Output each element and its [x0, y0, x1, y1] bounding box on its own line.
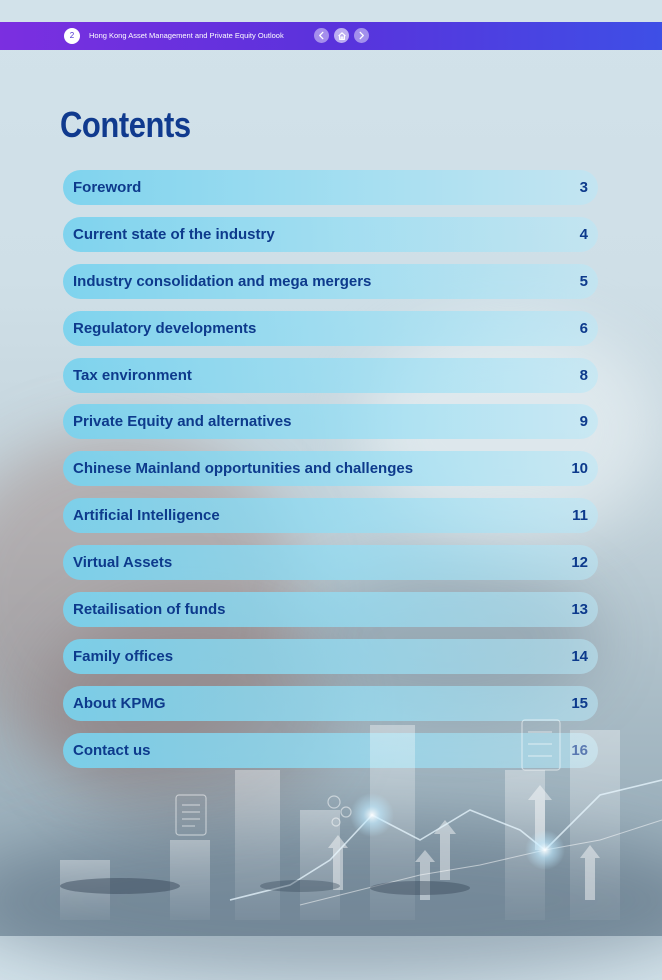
toc-item-label: Artificial Intelligence: [73, 507, 220, 525]
toc-item-page-number: 5: [579, 272, 588, 290]
toc-item-page-number: 4: [579, 225, 588, 243]
toc-item-label: Contact us: [73, 741, 151, 759]
toc-item-label: Virtual Assets: [73, 554, 173, 572]
toc-item-page-number: 12: [571, 554, 588, 572]
toc-item[interactable]: [63, 592, 598, 627]
contents-heading: Contents: [60, 104, 191, 145]
toc-item-label: Chinese Mainland opportunities and challenges: [73, 460, 414, 478]
chevron-right-icon: [357, 31, 366, 40]
toc-item[interactable]: [63, 404, 598, 439]
toc-item-label: Retailisation of funds: [73, 601, 226, 619]
table-of-contents: [63, 170, 598, 780]
chevron-left-icon: [317, 31, 326, 40]
toc-item-page-number: 9: [579, 413, 588, 431]
toc-item-page-number: 13: [571, 601, 588, 619]
toc-item[interactable]: [63, 639, 598, 674]
toc-item-label: Current state of the industry: [73, 225, 275, 243]
decorative-illustration: [0, 700, 662, 936]
toc-item[interactable]: [63, 498, 598, 533]
toc-item-page-number: 6: [579, 319, 588, 337]
toc-item-page-number: 3: [579, 179, 588, 196]
toc-item-label: Tax environment: [73, 366, 192, 384]
toc-item-label: Regulatory developments: [73, 319, 257, 337]
home-button[interactable]: [334, 28, 349, 43]
toc-item[interactable]: [63, 170, 598, 205]
home-icon: [337, 31, 347, 41]
toc-item-label: Private Equity and alternatives: [73, 413, 292, 431]
toc-item[interactable]: [63, 545, 598, 580]
toc-item[interactable]: [63, 264, 598, 299]
toc-item-page-number: 8: [579, 366, 588, 384]
toc-item-page-number: 14: [571, 647, 588, 665]
toc-item[interactable]: [63, 358, 598, 393]
toc-item-label: Family offices: [73, 647, 174, 665]
toc-item-page-number: 10: [571, 460, 588, 478]
toc-item[interactable]: [63, 217, 598, 252]
header-bar: [0, 22, 662, 50]
toc-item-page-number: 11: [572, 507, 588, 525]
toc-item-label: Foreword: [73, 179, 142, 196]
next-page-button[interactable]: [354, 28, 369, 43]
toc-item[interactable]: [63, 451, 598, 486]
document-title: Hong Kong Asset Management and Private Equity Outlook: [89, 31, 284, 40]
toc-item-label: Industry consolidation and mega mergers: [73, 272, 372, 290]
toc-item-label: About KPMG: [73, 694, 166, 712]
previous-page-button[interactable]: [314, 28, 329, 43]
toc-item[interactable]: [63, 311, 598, 346]
toc-item-page-number: 15: [571, 694, 588, 712]
page-number-badge: 2: [64, 28, 80, 44]
